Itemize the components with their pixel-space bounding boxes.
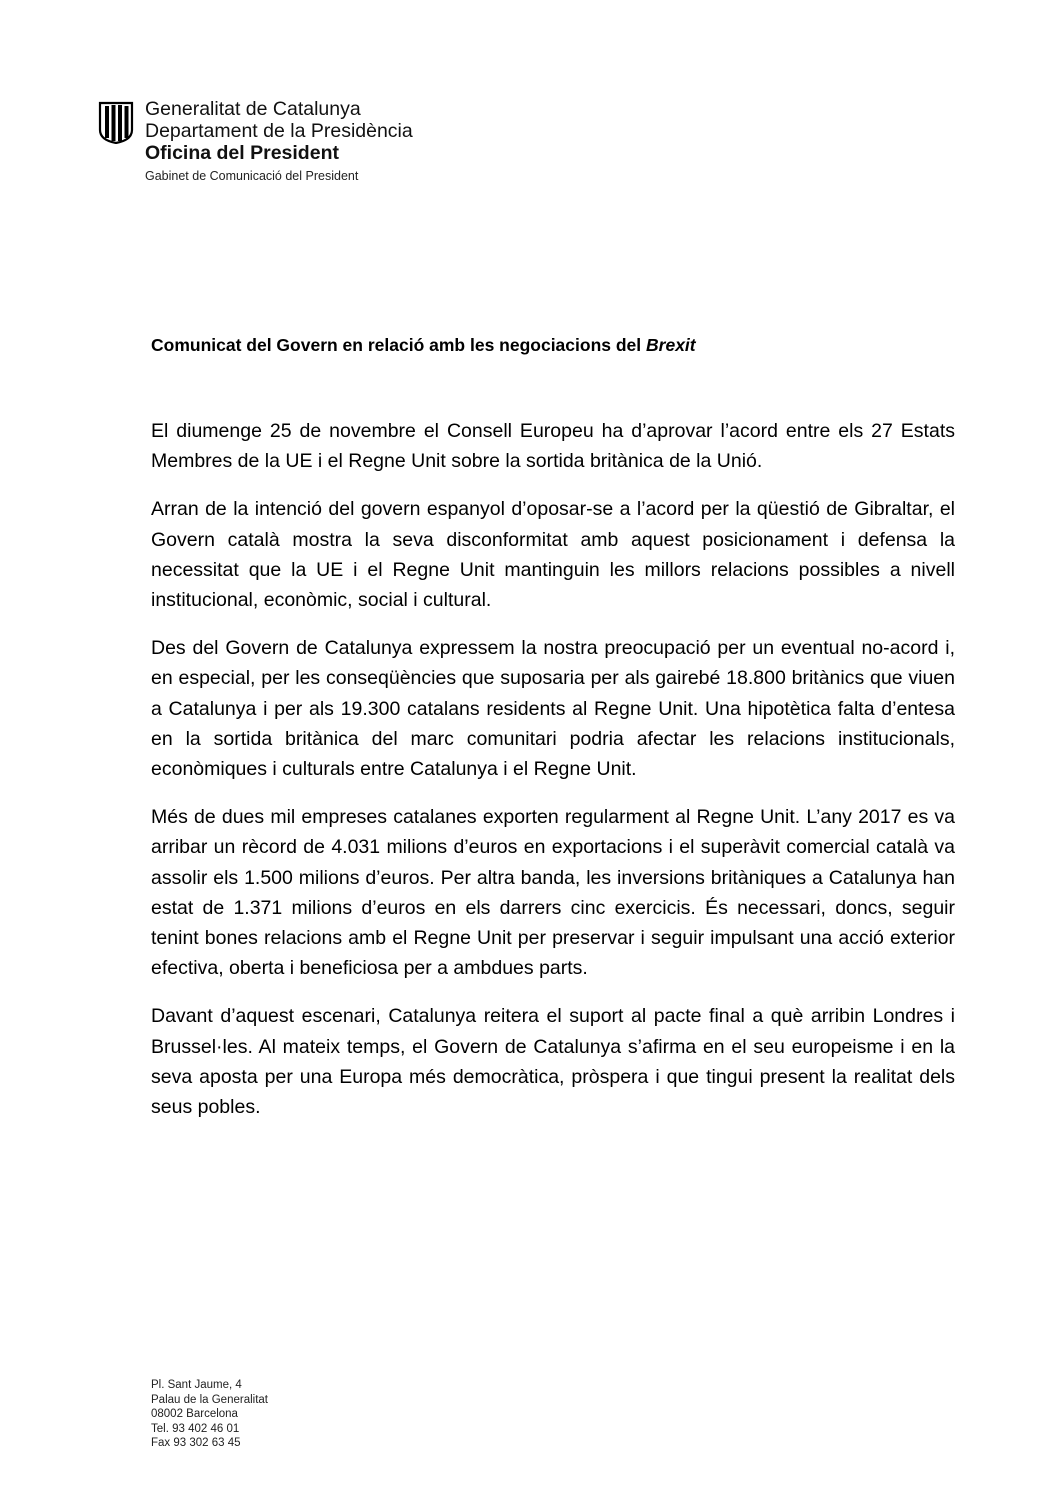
address-fax: Fax 93 302 63 45 [151, 1437, 241, 1449]
paragraph: El diumenge 25 de novembre el Consell Europeu ha d’aprovar l’acord entre els 27 Estats Membres de la UE i el Regne Unit sobre la sortida britànica de la Unió. [151, 420, 955, 473]
document-body [151, 416, 955, 1140]
paragraph: Davant d’aquest escenari, Catalunya reitera el suport al pacte final a què arribin Londres i Brussel·les. Al mateix temps, el Govern de Catalunya s’afirma en el seu europeisme i en la seva aposta per una Europa més democràtica, pròspera i que tingui present la realitat dels seus pobles. [151, 1005, 955, 1119]
office-name: Oficina del President [145, 142, 339, 164]
document-title-main: Comunicat del Govern en relació amb les negociacions del [151, 335, 647, 355]
address-city: 08002 Barcelona [151, 1408, 238, 1420]
address-phone: Tel. 93 402 46 01 [151, 1422, 240, 1435]
generalitat-stripes-logo-icon [97, 100, 135, 144]
letterhead-text [145, 98, 413, 184]
document-title [151, 335, 696, 356]
paragraph: Des del Govern de Catalunya expressem la nostra preocupació per un eventual no-acord i, en especial, per les conseqüències que suposaria per als gairebé 18.800 britànics que viuen a Catalunya i per als 19.300 catalans residents al Regne Unit. Una hipotètica falta d’entesa en la sortida britànica del marc comunitari podria afectar les relacions institucionals, econòmiques i culturals entre Catalunya i el Regne Unit. [151, 637, 955, 781]
institution-name: Generalitat de Catalunya [145, 98, 361, 120]
department-name: Departament de la Presidència [145, 120, 413, 142]
paragraph: Més de dues mil empreses catalanes exporten regularment al Regne Unit. L’any 2017 es va arribar un rècord de 4.031 milions d’euros en exportacions i el superàvit comercial català va assolir els 1.500 milions d’euros. Per altra banda, les inversions britàniques a Catalunya han estat de 1.371 milions d’euros en els darrers cinc exercicis. És necessari, doncs, seguir tenint bones relacions amb el Regne Unit per preservar i seguir impulsant una acció exterior efectiva, oberta i beneficiosa per a ambdues parts. [151, 806, 955, 980]
document-title-emphasis: Brexit [646, 335, 696, 355]
paragraph: Arran de la intenció del govern espanyol d’oposar-se a l’acord per la qüestió de Gibraltar, el Govern català mostra la seva disconformitat amb aquest posicionament i defensa la necessitat que la UE i el Regne Unit mantinguin les millors relacions possibles a nivell institucional, econòmic, social i cultural. [151, 498, 955, 612]
address-building: Palau de la Generalitat [151, 1393, 268, 1406]
cabinet-name: Gabinet de Comunicació del President [145, 169, 359, 183]
address-street: Pl. Sant Jaume, 4 [151, 1379, 242, 1391]
footer-address [151, 1378, 268, 1451]
letterhead [97, 98, 437, 188]
